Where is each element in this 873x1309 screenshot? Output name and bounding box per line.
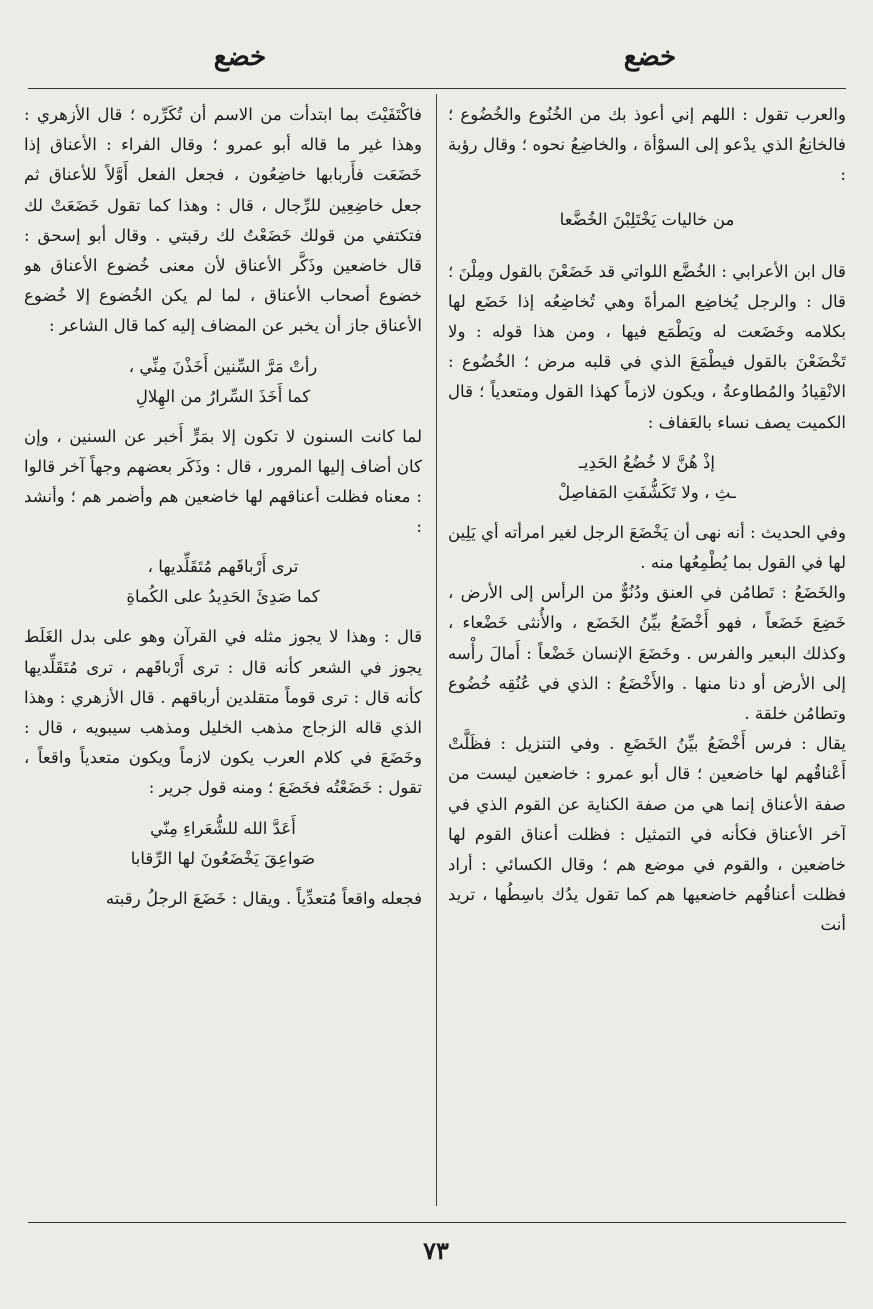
verse: [24, 352, 422, 412]
verse-line: من خاليات يَخْتَلِبْنَ الخُضَّعا: [559, 209, 735, 229]
bottom-rule: [28, 1222, 846, 1223]
verse-line: رأتْ مَرَّ السِّنين أَخَذْنَ مِنِّي ،: [128, 356, 318, 376]
top-rule: [28, 88, 846, 89]
verse: [24, 814, 422, 874]
paragraph: وفي الحديث : أنه نهى أن يَخْضَعَ الرجل لغير امرأته أي يَلِين لها في القول بما يُطْمِعُها منه .: [448, 522, 846, 573]
column-divider: [436, 94, 437, 1206]
verse-line: ترى أَرْباقَهم مُتَقَلِّديها ،: [147, 557, 299, 577]
paragraph: يقال : فرس أَخْضَعُ بيِّنُ الخَضَعِ . وفي التنزيل : فظَلَّتْ أَعْناقُهم لها خاضعين ؛ قال أبو عمرو : خاضعين ليست من صفة الأعناق إنما هي من صفة الكناية عن القوم الذي في آخر الأعناق فكأنه في التمثيل : فظلت أعناق القوم لها خاضعين ، والقوم في موضع هم ؛ وقال الكسائي : أراد فظلت أعناقُهم خاضعيها هم كما تقول يدُك باسِطُها ، تريد أنت: [448, 734, 846, 935]
verse: [24, 552, 422, 612]
page-number: ٧٣: [423, 1236, 449, 1265]
paragraph: فاكْتَفَيْتَ بما ابتدأت من الاسم أن تُكَرِّره ؛ قال الأزهري : وهذا غير ما قاله أبو عمرو ؛ وقال الفراء : الأعناق إذا خَضَعَت فأَربابها خاضِعُون ، فجعل الفعل أَوَّلاً للأعناق ثم جعل خاضِعِين للرِّجال ، قال : وهذا كما تقول خَضَعَتْ لك فتكتفي من قولك خَضَعْتُ لك رقبتي . وقال أبو إسحق : قال خاضعين وذَكَّر الأعناق لأن معنى خُضوع الأعناق هو خضوع أصحاب الأعناق ، لما لم يكن الخُضوع إلا خُضوع الأعناق جاز أن يخبر عن المضاف إليه كما قال الشاعر :: [24, 105, 422, 336]
paragraph: لما كانت السنون لا تكون إلا بمَرٍّ أَخبر عن السنين ، وإن كان أضاف إليها المرور ، قال : وذَكَر بعضهم وجهاً آخر قالوا : معناه فظلت أعناقهم لها خاضعين هم وأضمر هم ؛ وأنشد :: [24, 426, 422, 537]
verse-line: كما أَخَذَ السِّرارُ من الهِلالِ: [135, 386, 311, 406]
paragraph: قال ابن الأعرابي : الخُضَّع اللواتي قد خَضَعْنَ بالقول ومِلْنَ ؛ قال : والرجل يُخاضِع المرأةَ وهي تُخاضِعُه إذا خَضَع لها بكلامه وخَضَعت له ويَطْمَع فيها ، ومن هذا قوله : ولا تَخْضَعْنَ بالقول فيطْمَعَ الذي في قلبه مرض ؛ الخُضُوع : الانْقِيادُ والمُطاوعةُ ، ويكون لازماً كهذا القول ومتعدياً ؛ قال الكميت يصف نساء بالعَفاف :: [448, 261, 846, 432]
verse: [448, 205, 846, 235]
verse-line: كما صَدِئَ الحَدِيدُ على الكُماةِ: [126, 587, 320, 607]
headword-right: خضع: [623, 42, 677, 72]
verse-line: ـثِ ، ولا تَكَشُّفَتِ المَفاصِلْ: [558, 482, 736, 502]
left-column: [24, 100, 422, 1215]
verse: [448, 448, 846, 508]
paragraph: والعرب تقول : اللهم إني أعوذ بك من الخُنُوع والخُضُوع ؛ فالخانِعُ الذي يدْعو إلى السوْأة ، والخاضِعُ نحوه ؛ وقال رؤبة :: [448, 105, 846, 185]
paragraph: فجعله واقعاً مُتعدِّياً . ويقال : خَضَعَ الرجلُ رقبته: [105, 888, 422, 908]
verse-line: أَعَدَّ الله للشُّعَراءِ مِنّي: [150, 818, 296, 838]
paragraph: والخَضَعُ : تَطامُن في العنق ودُنُوٌّ من الرأس إلى الأرض ، خَضِعَ خَضَعاً ، فهو أَخْضَعُ بيِّنُ الخَضَع ، والأُنثى خَضْعاء ، وكذلك البعير والفرس . وخَضَعَ الإنسان خَضْعاً : أَمالَ رأْسه إلى الأرض أو دنا منها . والأَخْضَعُ : الذي في عُنُقِه خُضُوع وتطامُن خلقة .: [448, 583, 846, 724]
verse-line: إذْ هُنَّ لا خُضُعُ الحَدِيـ: [579, 452, 715, 472]
headword-left: خضع: [213, 42, 267, 72]
verse-line: صَواعِقَ يَخْضَعُونَ لها الرِّقابا: [130, 848, 316, 868]
right-column: [448, 100, 846, 1215]
paragraph: قال : وهذا لا يجوز مثله في القرآن وهو على بدل الغَلَط يجوز في الشعر كأنه قال : ترى أَرْباقَهم ، ترى مُتَقَلِّديها كأنه قال : ترى قوماً متقلدين أرباقهم . قال الأزهري : وهذا الذي قاله الزجاج مذهب الخليل ومذهب سيبويه ، قال : وخَضَعَ في كلام العرب يكون لازماً ويكون متعدياً واقعاً ، تقول : خَضَعْتُه فخَضَعَ ؛ ومنه قول جرير :: [24, 627, 422, 798]
